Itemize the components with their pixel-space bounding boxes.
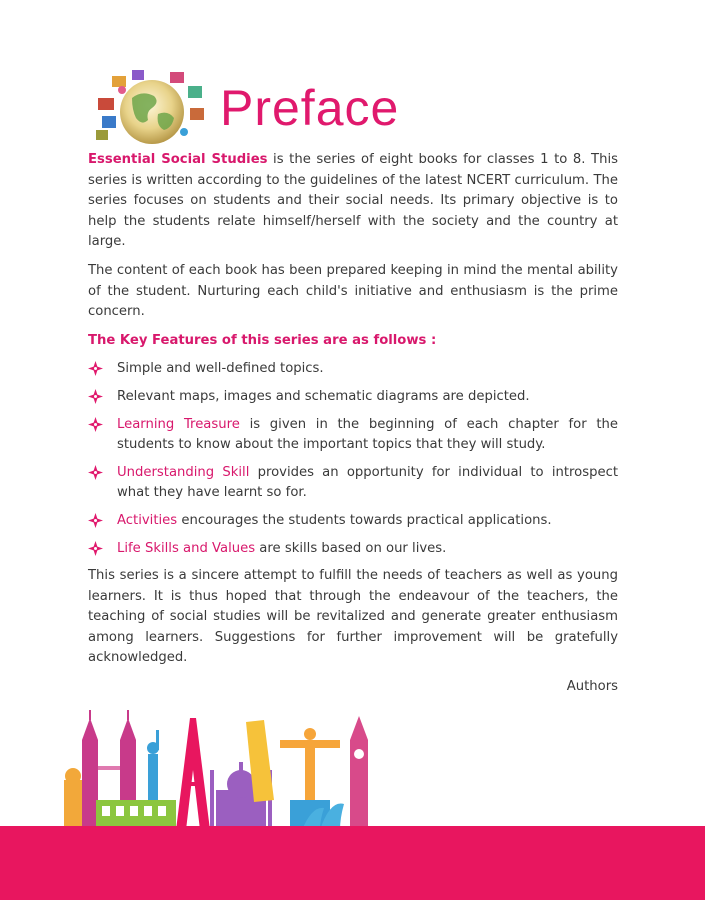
features-list	[88, 359, 618, 559]
page-title: Preface	[220, 80, 400, 136]
feature-text: Relevant maps, images and schematic diagrams are depicted.	[117, 388, 530, 404]
series-name: Essential Social Studies	[88, 152, 268, 167]
footer-bar	[0, 826, 705, 900]
eiffel-tower-illustration	[176, 718, 210, 830]
feature-item	[88, 415, 618, 456]
closing-paragraph: This series is a sincere attempt to fulfill the needs of teachers as well as young learners. It is thus hoped that through the endeavour of the teachers, the teaching of social studies will be revitalized and generate greater enthusiasm among learners. Suggestions for further improvement will be gratefully acknowledged.	[88, 568, 618, 666]
diamond-bullet-icon	[88, 389, 103, 404]
feature-text: encourages the students towards practical applications.	[177, 512, 552, 528]
content-paragraph: The content of each book has been prepared keeping in mind the mental ability of the student. Nurturing each child's initiative and enthusiasm is the prime concern.	[88, 262, 618, 320]
features-heading: The Key Features of this series are as follows :	[88, 332, 437, 348]
world-landmarks-skyline	[50, 710, 390, 830]
preface-body	[88, 150, 618, 698]
feature-highlight: Activities	[117, 512, 178, 528]
diamond-bullet-icon	[88, 417, 103, 432]
globe-collage-icon	[92, 68, 210, 146]
diamond-bullet-icon	[88, 361, 103, 376]
signoff-authors: Authors	[566, 679, 618, 695]
feature-text: Simple and well-defined topics.	[117, 361, 324, 377]
feature-highlight: Life Skills and Values	[117, 540, 256, 556]
diamond-bullet-icon	[88, 541, 103, 556]
feature-highlight: Understanding Skill	[117, 464, 250, 480]
merlion-illustration	[64, 768, 82, 830]
feature-item	[88, 539, 618, 560]
feature-highlight: Learning Treasure	[117, 416, 240, 432]
feature-item	[88, 511, 618, 532]
intro-paragraph	[88, 150, 618, 253]
feature-text: are skills based on our lives.	[255, 540, 447, 556]
diamond-bullet-icon	[88, 465, 103, 480]
page-header	[92, 68, 432, 148]
diamond-bullet-icon	[88, 513, 103, 528]
feature-item	[88, 463, 618, 504]
intro-text: is the series of eight books for classes 1 to 8. This series is written according to the guidelines of the latest NCERT curriculum. The series focuses on students and their social needs. Its primary objective is to help the students relate himself/herself with the society and the country at large.	[88, 152, 618, 250]
feature-text: is given in the beginning of each chapter for the students to know about the important topics that they will study.	[117, 416, 619, 453]
feature-item	[88, 359, 618, 380]
feature-text: provides an opportunity for individual to introspect what they have learnt so for.	[117, 464, 619, 501]
big-ben-illustration	[350, 716, 368, 830]
feature-item	[88, 387, 618, 408]
